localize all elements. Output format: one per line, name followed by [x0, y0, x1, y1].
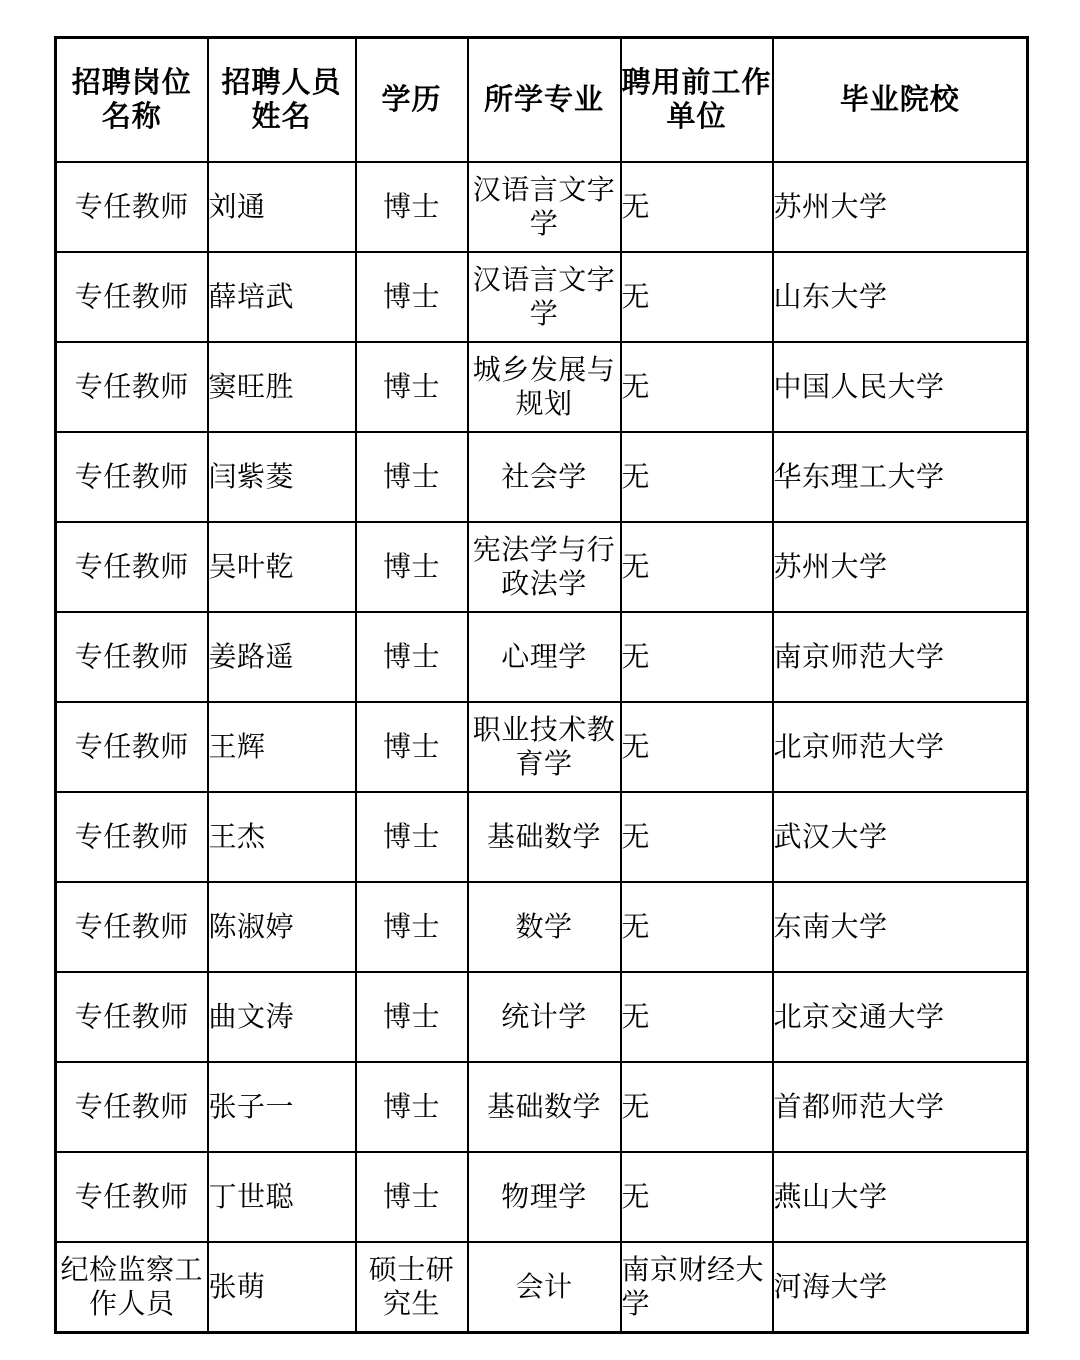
cell-name: 闫紫菱	[208, 432, 356, 522]
cell-major: 会计	[468, 1242, 621, 1333]
cell-previous-employer: 无	[621, 522, 773, 612]
cell-major: 社会学	[468, 432, 621, 522]
cell-previous-employer: 无	[621, 342, 773, 432]
table-row	[56, 522, 1028, 612]
cell-major: 基础数学	[468, 1062, 621, 1152]
cell-position: 专任教师	[56, 702, 208, 792]
cell-education: 博士	[356, 162, 468, 252]
table-row	[56, 342, 1028, 432]
cell-school: 燕山大学	[773, 1152, 1028, 1242]
header-education: 学历	[356, 38, 468, 163]
cell-school: 河海大学	[773, 1242, 1028, 1333]
cell-education: 博士	[356, 1152, 468, 1242]
cell-education: 博士	[356, 612, 468, 702]
table-header	[56, 38, 1028, 163]
cell-position: 专任教师	[56, 252, 208, 342]
header-major: 所学专业	[468, 38, 621, 163]
cell-previous-employer: 无	[621, 252, 773, 342]
cell-name: 薛培武	[208, 252, 356, 342]
cell-school: 苏州大学	[773, 162, 1028, 252]
cell-previous-employer: 无	[621, 1062, 773, 1152]
cell-name: 曲文涛	[208, 972, 356, 1062]
header-name: 招聘人员姓名	[208, 38, 356, 163]
cell-education: 博士	[356, 432, 468, 522]
cell-name: 窦旺胜	[208, 342, 356, 432]
table-row	[56, 1152, 1028, 1242]
table-row	[56, 1242, 1028, 1333]
cell-major: 统计学	[468, 972, 621, 1062]
cell-previous-employer: 无	[621, 702, 773, 792]
header-school: 毕业院校	[773, 38, 1028, 163]
cell-position: 专任教师	[56, 1062, 208, 1152]
cell-previous-employer: 无	[621, 972, 773, 1062]
header-row	[56, 38, 1028, 163]
cell-position: 专任教师	[56, 522, 208, 612]
cell-major: 心理学	[468, 612, 621, 702]
table-row	[56, 252, 1028, 342]
cell-education: 博士	[356, 972, 468, 1062]
cell-education: 博士	[356, 252, 468, 342]
cell-name: 陈淑婷	[208, 882, 356, 972]
table-row	[56, 792, 1028, 882]
cell-position: 纪检监察工作人员	[56, 1242, 208, 1333]
cell-major: 基础数学	[468, 792, 621, 882]
header-previous-employer: 聘用前工作单位	[621, 38, 773, 163]
cell-school: 华东理工大学	[773, 432, 1028, 522]
cell-name: 王杰	[208, 792, 356, 882]
cell-position: 专任教师	[56, 342, 208, 432]
cell-school: 东南大学	[773, 882, 1028, 972]
cell-school: 武汉大学	[773, 792, 1028, 882]
table-row	[56, 1062, 1028, 1152]
cell-previous-employer: 无	[621, 612, 773, 702]
cell-position: 专任教师	[56, 972, 208, 1062]
table-row	[56, 612, 1028, 702]
header-position: 招聘岗位名称	[56, 38, 208, 163]
cell-name: 张萌	[208, 1242, 356, 1333]
cell-education: 博士	[356, 882, 468, 972]
cell-school: 北京师范大学	[773, 702, 1028, 792]
cell-major: 汉语言文字学	[468, 162, 621, 252]
table-row	[56, 432, 1028, 522]
table-row	[56, 702, 1028, 792]
cell-name: 张子一	[208, 1062, 356, 1152]
cell-position: 专任教师	[56, 162, 208, 252]
cell-previous-employer: 无	[621, 432, 773, 522]
cell-education: 硕士研究生	[356, 1242, 468, 1333]
cell-education: 博士	[356, 702, 468, 792]
cell-school: 山东大学	[773, 252, 1028, 342]
cell-position: 专任教师	[56, 612, 208, 702]
cell-education: 博士	[356, 342, 468, 432]
cell-school: 中国人民大学	[773, 342, 1028, 432]
cell-position: 专任教师	[56, 432, 208, 522]
cell-school: 北京交通大学	[773, 972, 1028, 1062]
cell-school: 南京师范大学	[773, 612, 1028, 702]
cell-school: 首都师范大学	[773, 1062, 1028, 1152]
cell-school: 苏州大学	[773, 522, 1028, 612]
cell-previous-employer: 无	[621, 162, 773, 252]
cell-previous-employer: 无	[621, 882, 773, 972]
cell-major: 城乡发展与规划	[468, 342, 621, 432]
cell-position: 专任教师	[56, 1152, 208, 1242]
cell-previous-employer: 南京财经大学	[621, 1242, 773, 1333]
cell-major: 职业技术教育学	[468, 702, 621, 792]
cell-position: 专任教师	[56, 882, 208, 972]
cell-name: 丁世聪	[208, 1152, 356, 1242]
cell-major: 宪法学与行政法学	[468, 522, 621, 612]
cell-name: 吴叶乾	[208, 522, 356, 612]
cell-education: 博士	[356, 1062, 468, 1152]
cell-name: 刘通	[208, 162, 356, 252]
table-row	[56, 162, 1028, 252]
table-body	[56, 162, 1028, 1333]
table-row	[56, 882, 1028, 972]
recruitment-table	[54, 36, 1029, 1334]
cell-education: 博士	[356, 522, 468, 612]
cell-name: 姜路遥	[208, 612, 356, 702]
table-row	[56, 972, 1028, 1062]
cell-major: 汉语言文字学	[468, 252, 621, 342]
cell-major: 物理学	[468, 1152, 621, 1242]
cell-previous-employer: 无	[621, 792, 773, 882]
cell-position: 专任教师	[56, 792, 208, 882]
cell-name: 王辉	[208, 702, 356, 792]
cell-education: 博士	[356, 792, 468, 882]
cell-previous-employer: 无	[621, 1152, 773, 1242]
cell-major: 数学	[468, 882, 621, 972]
